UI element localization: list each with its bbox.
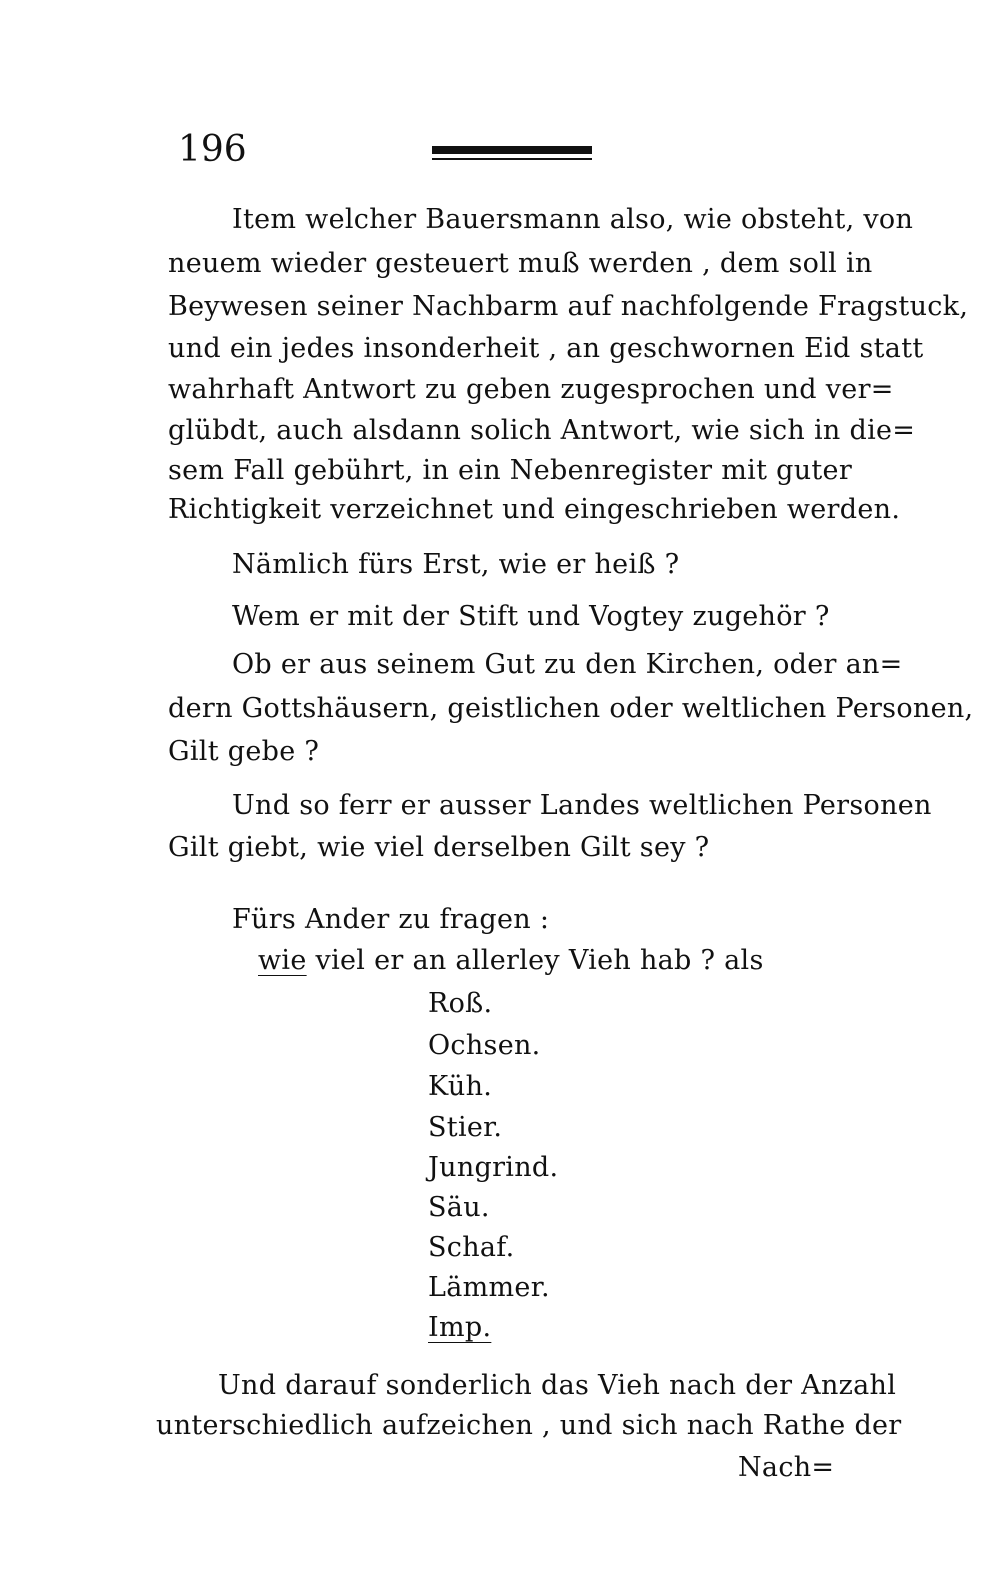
closing-line-1: Und darauf sonderlich das Vieh nach der Anzahl [218, 1370, 897, 1401]
animal-item: Schaf. [428, 1232, 515, 1263]
animal-item: Stier. [428, 1112, 503, 1143]
question-3-line-1: Ob er aus seinem Gut zu den Kirchen, oder an= [232, 649, 903, 680]
animal-item: Säu. [428, 1192, 490, 1223]
page-number: 196 [178, 129, 247, 170]
paragraph1-line-5: wahrhaft Antwort zu geben zugesprochen und ver= [168, 374, 894, 405]
paragraph1-line-7: sem Fall gebührt, in ein Nebenregister mit guter [168, 455, 853, 486]
question-1: Nämlich fürs Erst, wie er heiß ? [232, 549, 680, 580]
paragraph1-line-2: neuem wieder gesteuert muß werden , dem soll in [168, 248, 873, 279]
question-4-line-2: Gilt giebt, wie viel derselben Gilt sey ? [168, 832, 710, 863]
paragraph1-line-8: Richtigkeit verzeichnet und eingeschrieben werden. [168, 494, 901, 525]
closing-line-2: unterschiedlich aufzeichen , und sich nach Rathe der [156, 1410, 902, 1441]
animal-item: Ochsen. [428, 1030, 541, 1061]
section2-question-rest: viel er an allerley Vieh hab ? als [315, 945, 764, 976]
underlined-word: wie [258, 945, 307, 976]
animal-item: Jungrind. [428, 1152, 559, 1183]
section2-question [258, 941, 764, 981]
animal-item: Küh. [428, 1071, 493, 1102]
header-rule-thick [432, 146, 592, 154]
question-3-line-2: dern Gottshäusern, geistlichen oder weltlichen Personen, [168, 693, 974, 724]
paragraph1-line-4: und ein jedes insonderheit , an geschwornen Eid statt [168, 333, 924, 364]
question-2: Wem er mit der Stift und Vogtey zugehör ? [232, 601, 830, 632]
question-4-line-1: Und so ferr er ausser Landes weltlichen Personen [232, 790, 932, 821]
animal-item: Roß. [428, 988, 493, 1019]
section2-intro: Fürs Ander zu fragen : [232, 904, 550, 935]
paragraph1-line-6: glübdt, auch alsdann solich Antwort, wie sich in die= [168, 415, 916, 446]
question-3-line-3: Gilt gebe ? [168, 736, 320, 767]
catchword: Nach= [738, 1452, 835, 1483]
animal-item: Lämmer. [428, 1272, 550, 1303]
paragraph1-line-1: Item welcher Bauersmann also, wie obsteht, von [232, 204, 914, 235]
animal-item: Imp. [428, 1312, 492, 1343]
header-rule [432, 146, 592, 164]
header-rule-thin [432, 158, 592, 160]
paragraph1-line-3: Beywesen seiner Nachbarm auf nachfolgende Fragstuck, [168, 291, 969, 322]
